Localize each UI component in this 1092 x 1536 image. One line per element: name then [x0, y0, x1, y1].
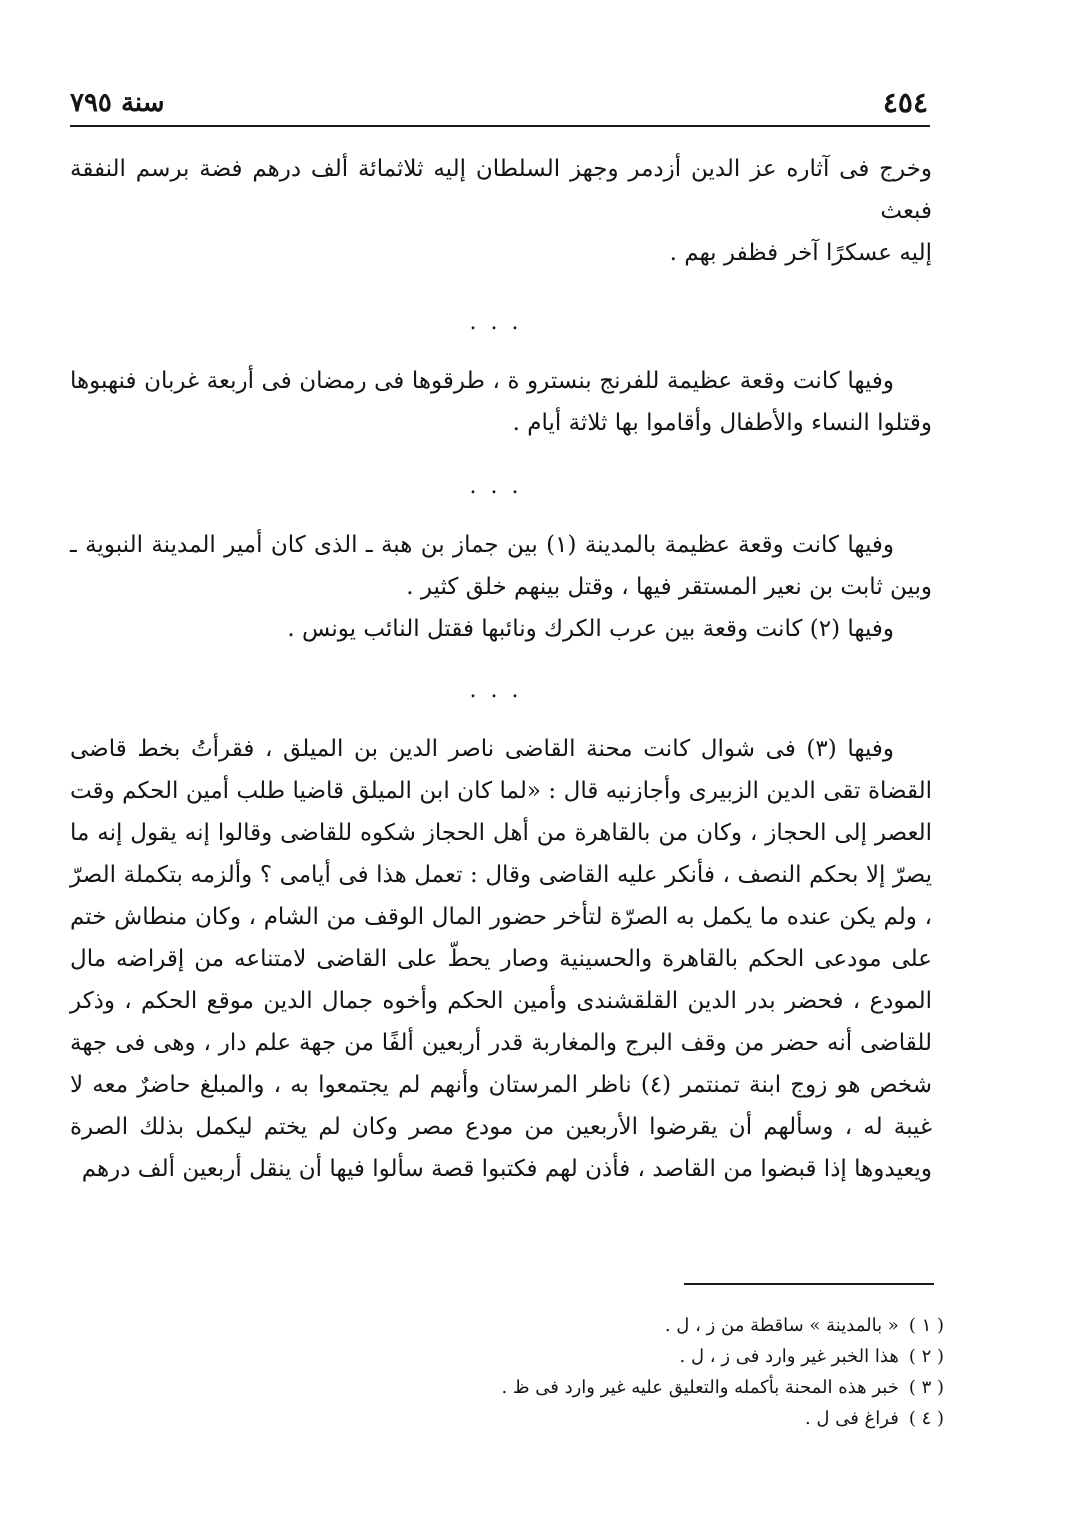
footnote-text: « بالمدينة » ساقطة من ز ، ل . [664, 1315, 899, 1336]
footnote-rule [684, 1283, 934, 1285]
section-separator: ... [469, 678, 533, 703]
footnote-text: فراغ فى ل . [804, 1408, 899, 1429]
paragraph-1-line-1: وخرج فى آثاره عز الدين أزدمر وجهز السلطان إليه ثلاثمائة ألف درهم فضة برسم النفقة فبعث [70, 156, 932, 224]
footnote [400, 1310, 944, 1341]
paragraph-4: وفيها (٢) كانت وقعة بين عرب الكرك ونائبها فقتل النائب يونس . [287, 616, 894, 642]
paragraph-1 [70, 148, 932, 274]
footnote-text: خبر هذه المحنة بأكمله والتعليق عليه غير وارد فى ظ . [501, 1377, 899, 1398]
paragraph-3: وفيها كانت وقعة عظيمة بالمدينة (١) بين جماز بن هبة ـ الذى كان أمير المدينة النبوية ـ وبين ثابت بن نعير المستقر فيها ، وقتل بينهم خلق كثير . [70, 532, 932, 600]
paragraph-5: وفيها (٣) فى شوال كانت محنة القاضى ناصر الدين بن الميلق ، فقرأتُ بخط قاضى القضاة تقى الدين الزبيرى وأجازنيه قال : «لما كان ابن الميلق قاضيا طلب أمين الحكم وقت العصر إلى الحجاز ، وكان من بالقاهرة من أهل الحجاز شكوه للقاضى وقالوا إنه يقول إنه ما يصرّ إلا بحكم النصف ، فأنكر عليه القاضى وقال : تعمل هذا فى أيامى ؟ وألزمه بتكملة الصرّ ، ولم يكن عنده ما يكمل به الصرّة لتأخر حضور المال الوقف من الشام ، وكان منطاش ختم على مودعى الحكم بالقاهرة والحسينية وصار يحطّ على القاضى لامتناعه من إقراضه مال المودع ، فحضر بدر الدين القلقشندى وأمين الحكم وأخوه جمال الدين موقع الحكم ، وذكر للقاضى أنه حضر من وقف البرج والمغاربة قدر أربعين ألفًا من جهة علم دار ، وهى فى جهة شخص هو زوج ابنة تمنتمر (٤) ناظر المرستان وأنهم لم يجتمعوا به ، والمبلغ حاضرٌ معه لا غيبة له ، وسألهم أن يقرضوا الأربعين من مودع مصر وكان لم يختم ليكمل بذلك الصرة ويعيدوها إذا قبضوا من القاصد ، فأذن لهم فكتبوا قصة سألوا فيها أن ينقل أربعين ألف درهم [70, 736, 932, 1182]
year-heading: سنة ٧٩٥ [70, 88, 165, 118]
footnote [400, 1403, 944, 1434]
footnote-number: ( ٣ ) [908, 1377, 944, 1398]
footnote-number: ( ١ ) [908, 1315, 944, 1336]
footnotes [400, 1310, 944, 1434]
footnote [400, 1372, 944, 1403]
paragraph-1-line-2: إليه عسكرًا آخر فظفر بهم . [669, 240, 932, 266]
footnote-number: ( ٢ ) [908, 1346, 944, 1367]
page-number: ٤٥٤ [882, 86, 928, 119]
footnote-text: هذا الخبر غير وارد فى ز ، ل . [679, 1346, 899, 1367]
paragraph-2: وفيها كانت وقعة عظيمة للفرنج بنسترو ة ، طرقوها فى رمضان فى أربعة غربان فنهبوها وقتلوا النساء والأطفال وأقاموا بها ثلاثة أيام . [70, 368, 932, 436]
section-separator: ... [469, 310, 533, 335]
footnote [400, 1341, 944, 1372]
header-rule [70, 125, 930, 127]
footnote-number: ( ٤ ) [908, 1408, 944, 1429]
section-separator: ... [469, 474, 533, 499]
main-text [70, 148, 932, 1190]
running-header [70, 80, 928, 120]
